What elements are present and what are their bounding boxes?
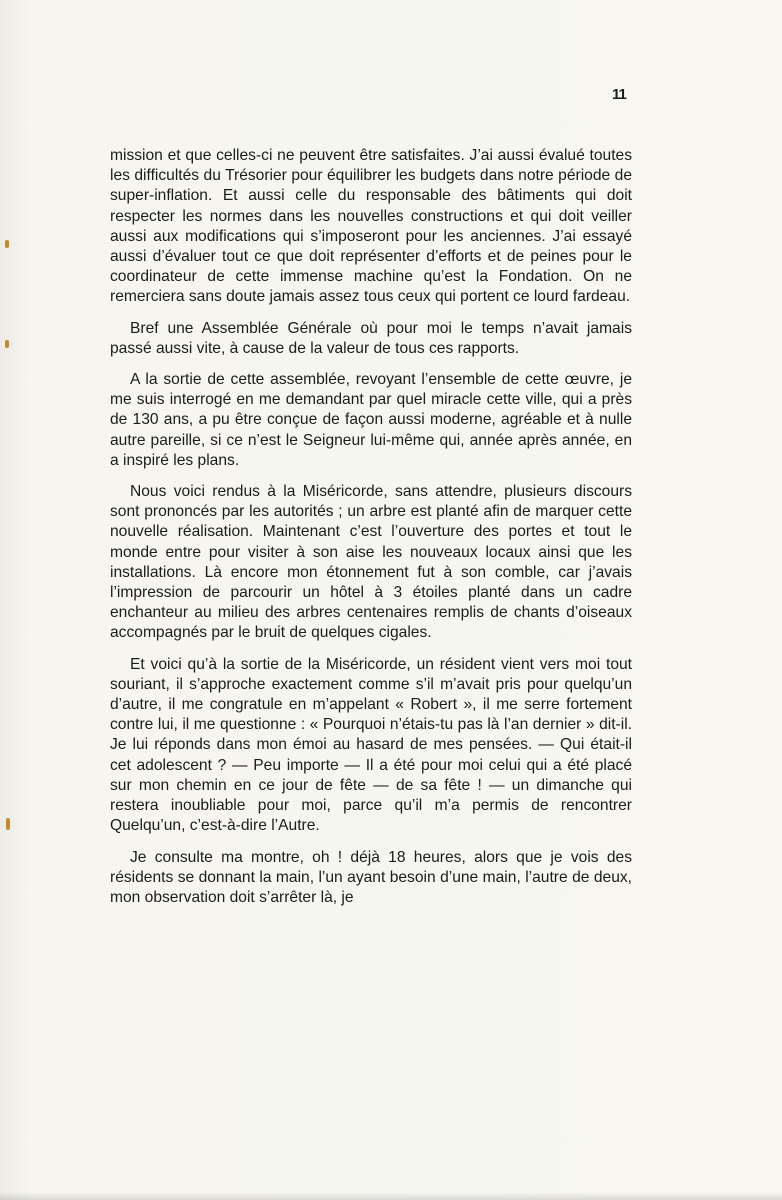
paragraph: Et voici qu’à la sortie de la Miséricorde, un résident vient vers moi tout souriant, il s’approche exactement comme s’il m’avait pris pour quelqu’un d’autre, il me congratule en m’appelant « Robert », il me serre fortement contre lui, il me questionne : « Pourquoi n’étais-tu pas là l’an dernier » dit-il. Je lui réponds dans mon émoi au hasard de mes pensées. — Qui était-il cet adolescent ? — Peu importe — Il a été pour moi celui qui a été placé sur mon chemin en ce jour de fête — de sa fête ! — un dimanche qui restera inoubliable pour moi, parce qu’il m’a permis de rencontrer Quelqu’un, c’est-à-dire l’Autre. bbox=[110, 655, 632, 835]
page-number: 11 bbox=[612, 86, 626, 103]
body-text bbox=[110, 146, 632, 919]
paragraph: mission et que celles-ci ne peuvent être satisfaites. J’ai aussi évalué toutes les difficultés du Trésorier pour équilibrer les budgets dans notre période de super-inflation. Et aussi celle du responsable des bâtiments qui doit respecter les normes dans les nouvelles constructions et qui doit veiller aussi aux modifications qui s’imposeront pour les anciennes. J’ai essayé aussi d’évaluer tout ce que doit représenter d’efforts et de peines pour le coordinateur de cette immense machine qu’est la Fondation. On ne remerciera sans doute jamais assez tous ceux qui portent ce lourd fardeau. bbox=[110, 147, 632, 306]
paragraph: Bref une Assemblée Générale où pour moi le temps n’avait jamais passé aussi vite, à cause de la valeur de tous ces rapports. bbox=[110, 319, 632, 357]
margin-mark bbox=[5, 240, 9, 248]
paragraph: Nous voici rendus à la Miséricorde, sans attendre, plusieurs discours sont prononcés par les autorités ; un arbre est planté afin de marquer cette nouvelle réalisation. Maintenant c’est l’ouverture des portes et tout le monde entre pour visiter à son aise les nouveaux locaux ainsi que les installations. Là encore mon étonnement fut à son comble, car j’avais l’impression de parcourir un hôtel à 3 étoiles planté dans un cadre enchanteur au milieu des arbres centenaires remplis de chants d’oiseaux accompagnés par le bruit de quelques cigales. bbox=[110, 483, 632, 642]
page-edge-shadow bbox=[0, 1192, 782, 1200]
paragraph: A la sortie de cette assemblée, revoyant l’ensemble de cette œuvre, je me suis interrogé en me demandant par quel miracle cette ville, qui a près de 130 ans, a pu être conçue de façon aussi moderne, agréable et à nulle autre pareille, si ce n’est le Seigneur lui-même qui, année après année, en a inspiré les plans. bbox=[110, 371, 632, 469]
margin-mark bbox=[6, 818, 10, 830]
margin-mark bbox=[5, 340, 9, 348]
paragraph: Je consulte ma montre, oh ! déjà 18 heures, alors que je vois des résidents se donnant la main, l’un ayant besoin d’une main, l’autre de deux, mon observation doit s’arrêter là, je bbox=[110, 848, 632, 906]
